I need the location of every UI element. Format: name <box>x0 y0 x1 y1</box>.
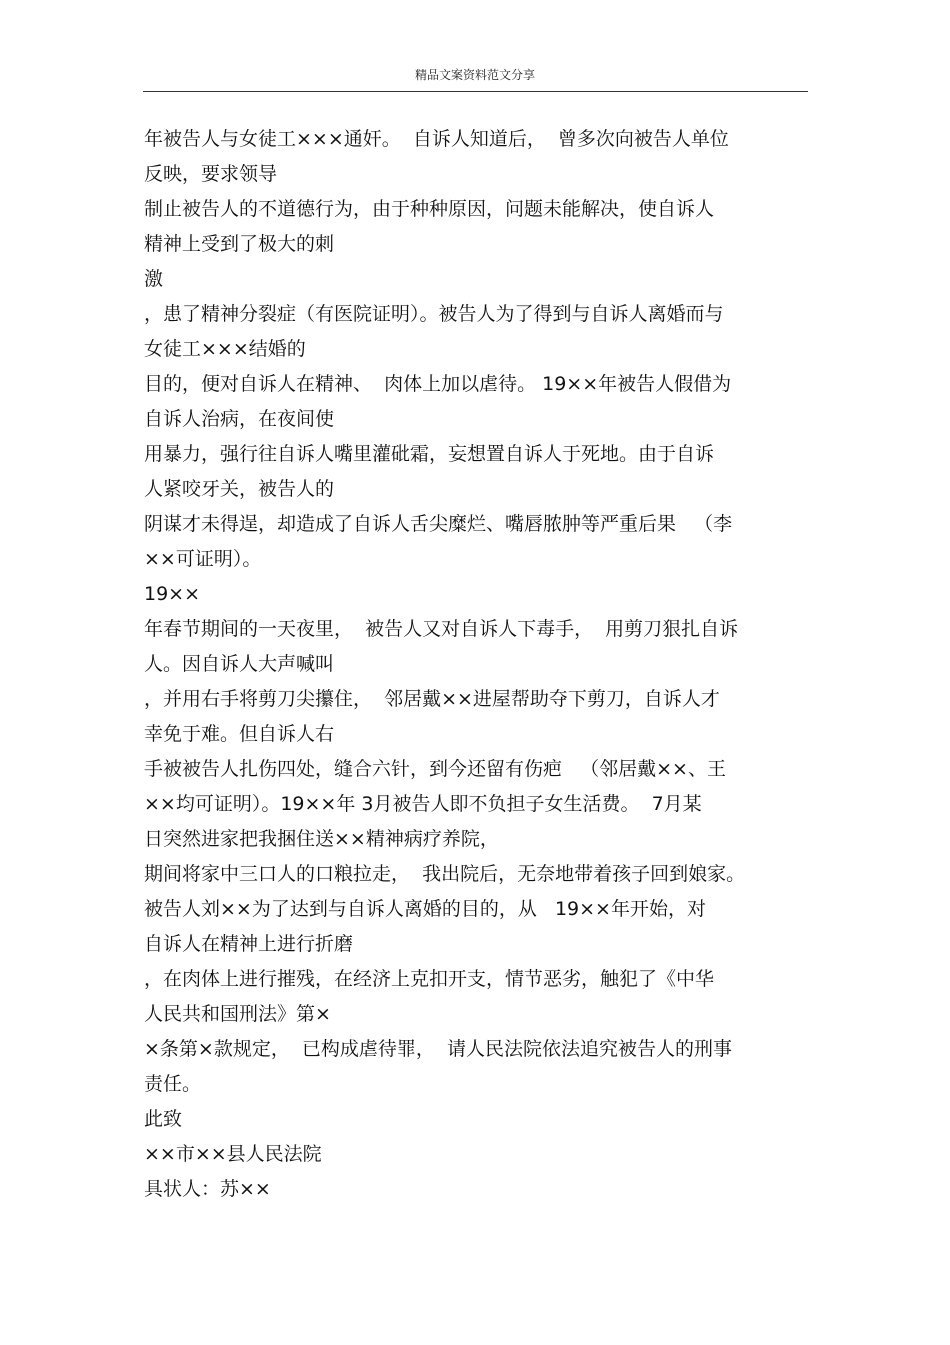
text-line: 幸免于难。但自诉人右 <box>144 723 335 745</box>
text-line: ，在肉体上进行摧残，在经济上克扣开支，情节恶劣，触犯了《中华 <box>144 968 715 990</box>
text-line: ××可证明）。 <box>144 548 262 570</box>
text-line: 反映，要求领导 <box>144 163 278 185</box>
text-line: 自诉人在精神上进行折磨 <box>144 933 354 955</box>
text-line: 目的，便对自诉人在精神、 肉体上加以虐待。 19××年被告人假借为 <box>144 373 732 395</box>
text-line: 激 <box>144 268 164 290</box>
text-line: ，并用右手将剪刀尖攥住， 邻居戴××进屋帮助夺下剪刀，自诉人才 <box>144 688 720 710</box>
text-line: 制止被告人的不道德行为，由于种种原因，问题未能解决，使自诉人 <box>144 198 715 220</box>
text-line: 阴谋才未得逞，却造成了自诉人舌尖糜烂、嘴唇脓肿等严重后果 （李 <box>144 513 733 535</box>
text-line: 自诉人治病，在夜间使 <box>144 408 335 430</box>
text-line: 年春节期间的一天夜里， 被告人又对自诉人下毒手， 用剪刀狠扎自诉 <box>144 618 739 640</box>
text-line: 人。因自诉人大声喊叫 <box>144 653 335 675</box>
closing-salutation: 此致 <box>144 1108 183 1130</box>
text-line: 年被告人与女徒工×××通奸。 自诉人知道后， 曾多次向被告人单位 <box>144 128 729 150</box>
text-line: 责任。 <box>144 1073 202 1095</box>
text-line: 用暴力，强行往自诉人嘴里灌砒霜，妄想置自诉人于死地。由于自诉 <box>144 443 715 465</box>
text-line: 被告人刘××为了达到与自诉人离婚的目的，从 19××年开始，对 <box>144 898 706 920</box>
page-header: 精品文案资料范文分享 <box>414 68 535 82</box>
document-body <box>144 122 824 1207</box>
text-line: 19×× <box>144 583 201 605</box>
text-line: 手被被告人扎伤四处，缝合六针，到今还留有伤疤 （邻居戴××、王 <box>144 758 726 780</box>
text-line: 日突然进家把我捆住送××精神病疗养院， <box>144 828 499 850</box>
text-line: ，患了精神分裂症（有医院证明）。被告人为了得到与自诉人离婚而与 <box>144 303 724 325</box>
text-line: 人民共和国刑法》第× <box>144 1003 331 1025</box>
text-line: ××均可证明）。19××年 3月被告人即不负担子女生活费。 7月某 <box>144 793 702 815</box>
header-divider <box>143 91 808 92</box>
text-line: 女徒工×××结婚的 <box>144 338 306 360</box>
recipient-court: ××市××县人民法院 <box>144 1143 322 1165</box>
text-line: 人紧咬牙关，被告人的 <box>144 478 335 500</box>
text-line: ×条第×款规定， 已构成虐待罪， 请人民法院依法追究被告人的刑事 <box>144 1038 732 1060</box>
text-line: 期间将家中三口人的口粮拉走， 我出院后，无奈地带着孩子回到娘家。 <box>144 863 746 885</box>
signature-line: 具状人：苏×× <box>144 1178 271 1200</box>
text-line: 精神上受到了极大的刺 <box>144 233 335 255</box>
